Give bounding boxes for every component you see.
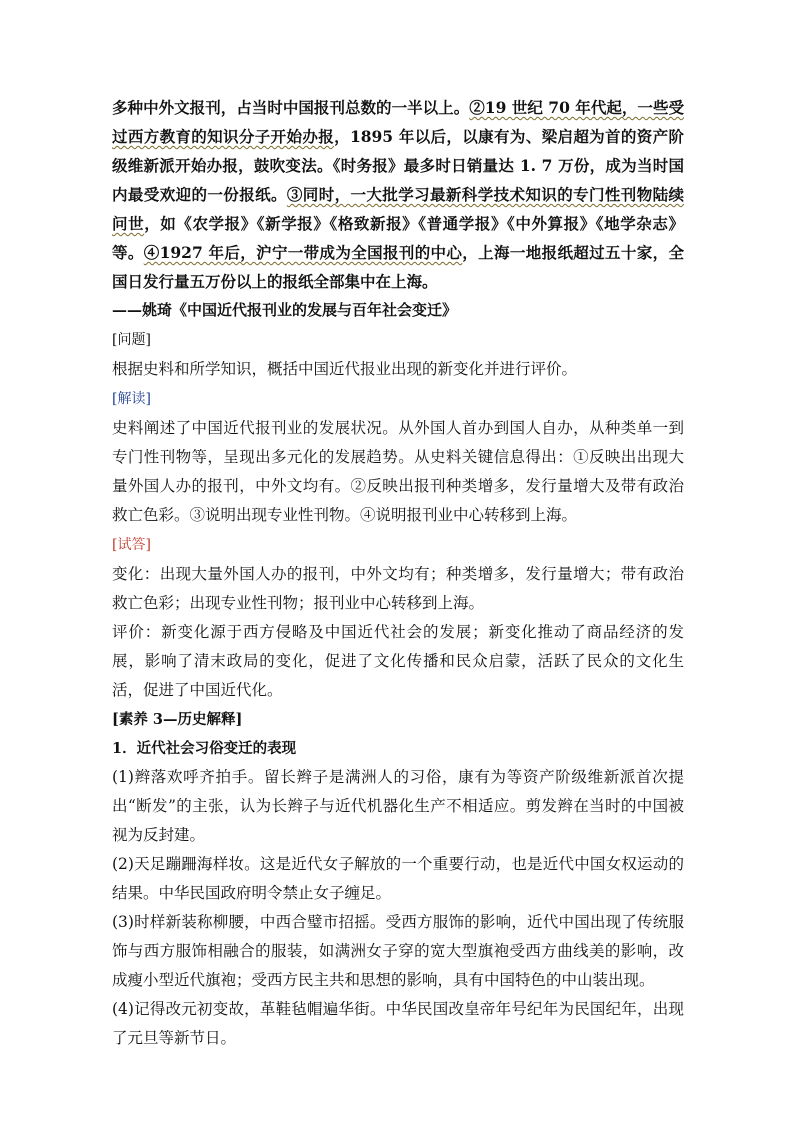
interpretation-text: 史料阐述了中国近代报刊业的发展状况。从外国人首办到国人自办，从种类单一到专门性刊物等，呈现出多元化的发展趋势。从史料关键信息得出：①反映出出现大量外国人办的报刊，中外文均有。②反映出报刊种类增多，发行量增大及带有政治救亡色彩。③说明出现专业性刊物。④说明报刊业中心转移到上海。 xyxy=(112,419,684,524)
question-block xyxy=(112,325,684,355)
answer-block xyxy=(112,530,684,560)
material-text-e: ，如《农学报》《新学报》《格致新报》《普通学报》《中外算报》《地学杂志》等。 xyxy=(112,214,684,262)
interpretation-tag: [解读] xyxy=(112,391,151,407)
material-highlight-3: ③同时，一大批学习最新科学技术知识的专门性刊物陆续问世 xyxy=(112,185,684,233)
answer-evaluation: 评价：新变化源于西方侵略及中国近代社会的发展；新变化推动了商品经济的发展，影响了清末政局的变化，促进了文化传播和民众启蒙，活跃了民众的文化生活，促进了中国近代化。 xyxy=(112,623,684,699)
custom-item-1: (1)辫落欢呼齐拍手。留长辫子是满洲人的习俗，康有为等资产阶级维新派首次提出“断发”的主张，认为长辫子与近代机器化生产不相适应。剪发辫在当时的中国被视为反封建。 xyxy=(112,768,684,844)
material-source: ——姚琦《中国近代报刊业的发展与百年社会变迁》 xyxy=(112,301,458,319)
custom-item-3: (3)时样新装称柳腰，中西合璧市招摇。受西方服饰的影响，近代中国出现了传统服饰与西方服饰相融合的服装，如满洲女子穿的宽大型旗袍受西方曲线美的影响，改成瘦小型近代旗袍；受西方民主共和思想的影响，具有中国特色的中山装出现。 xyxy=(112,913,684,989)
document-page xyxy=(112,93,684,1053)
material-text-a: 多种中外文报刊，占当时中国报刊总数的一半以上。 xyxy=(112,98,470,117)
answer-tag: [试答] xyxy=(112,537,151,553)
material-text-g: ，上海一地报纸超过五十家，全国日发行量五万份以上的报纸全部集中在上海。 xyxy=(112,243,684,291)
answer-change: 变化：出现大量外国人办的报刊，中外文均有；种类增多，发行量增大；带有政治救亡色彩；出现专业性刊物；报刊业中心转移到上海。 xyxy=(112,565,684,612)
material-highlight-2: ②19 世纪 70 年代起，一些受过西方教育的知识分子开始办报 xyxy=(112,98,684,146)
material-highlight-4: ④1927 年后，沪宁一带成为全国报刊的中心 xyxy=(143,243,463,262)
section-heading: [素养 3—历史解释] xyxy=(112,711,243,728)
custom-item-2: (2)天足蹦跚海样妆。这是近代女子解放的一个重要行动，也是近代中国女权运动的结果。中华民国政府明令禁止女子缠足。 xyxy=(112,855,684,902)
custom-item-4: (4)记得改元初变故，革鞋毡帽遍华街。中华民国改皇帝年号纪年为民国纪年，出现了元旦等新节日。 xyxy=(112,1000,684,1047)
section-subheading: 1．近代社会习俗变迁的表现 xyxy=(112,740,297,757)
question-tag: [问题] xyxy=(112,332,151,348)
material-paragraph xyxy=(112,93,684,296)
question-text: 根据史料和所学知识，概括中国近代报业出现的新变化并进行评价。 xyxy=(112,360,578,378)
interpretation-block xyxy=(112,384,684,414)
material-text-c: ，1895 年以后，以康有为、梁启超为首的资产阶级维新派开始办报，鼓吹变法。《时务报》最多时日销量达 1. 7 万份，成为当时国内最受欢迎的一份报纸。 xyxy=(112,127,684,204)
